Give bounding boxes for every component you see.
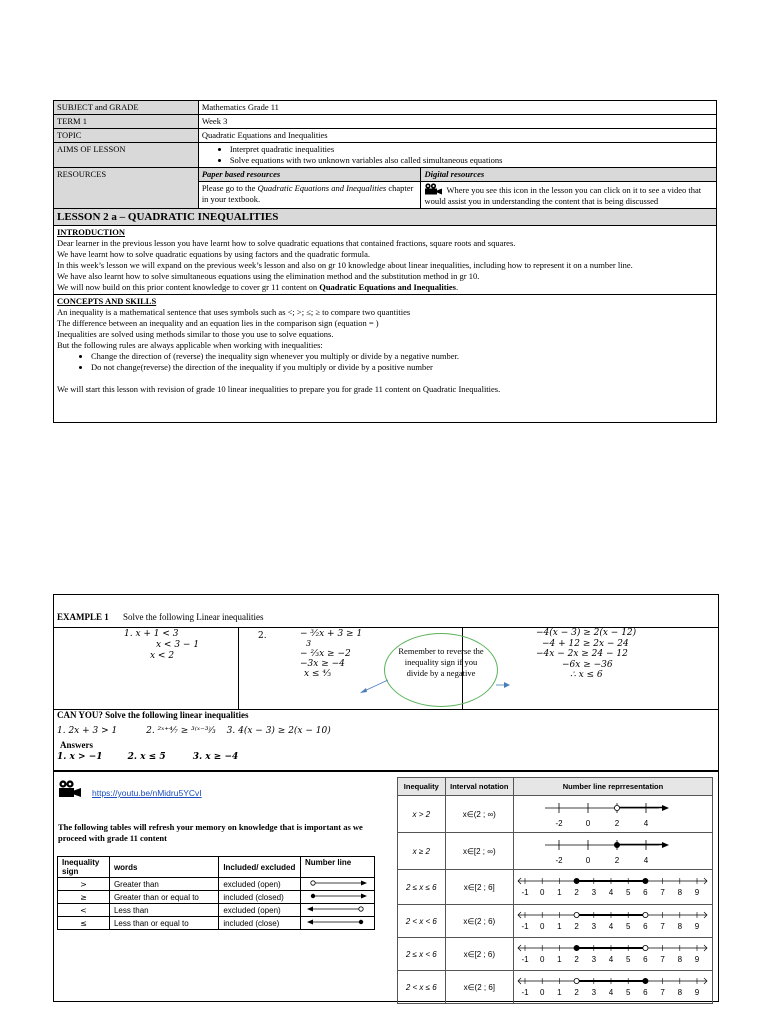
topic-row — [54, 129, 717, 143]
column-header: Inequality — [398, 778, 446, 796]
tick-label: 4 — [608, 988, 614, 997]
lesson-title: LESSON 2 a – QUADRATIC INEQUALITIES — [54, 209, 717, 226]
tick-label: 4 — [608, 888, 614, 897]
math-line: ∴ x ≤ 6 — [570, 670, 603, 680]
math-line: x < 3 − 1 — [156, 640, 200, 650]
tick-label: -1 — [521, 888, 529, 897]
tick-label: 9 — [694, 922, 700, 931]
number-line-cell — [513, 870, 712, 905]
open-endpoint — [643, 945, 648, 950]
interval-cell: x∈(2 ; ∞) — [445, 796, 513, 833]
aims-list — [202, 144, 713, 166]
tick-label: 6 — [643, 988, 648, 997]
tick-label: 2 — [574, 888, 579, 897]
tick-label: 0 — [539, 955, 545, 964]
practice-question: 3. 4(x − 3) ≥ 2(x − 10) — [226, 726, 331, 736]
status-cell: excluded (open) — [219, 878, 301, 891]
words-cell: Greater than or equal to — [109, 891, 218, 904]
tick-label: 9 — [694, 955, 700, 964]
table-row — [58, 917, 375, 930]
column-header: Included/ excluded — [219, 857, 301, 878]
concept-closing: We will start this lesson with revision of grade 10 linear inequalities to prepare you for grade 11 content on Quadratic Inequalities. — [57, 384, 501, 394]
introduction-heading: INTRODUCTION — [57, 227, 126, 237]
math-line: −6x ≥ −36 — [562, 659, 613, 670]
tick-label: 8 — [677, 955, 683, 964]
inequality-sign-table — [57, 856, 375, 930]
interval-cell: x∈[2 ; 6) — [445, 938, 513, 971]
number-line — [515, 872, 711, 900]
resources-heading-row — [54, 168, 717, 182]
table-row — [398, 833, 713, 870]
table-header-row — [58, 857, 375, 878]
paper-resources-heading: Paper based resources — [198, 168, 421, 182]
tick-label: 0 — [539, 888, 545, 897]
table-row — [58, 878, 375, 891]
number-line — [515, 797, 711, 829]
refresh-text: The following tables will refresh your memory on knowledge that is important as we proceed with grade 11 content — [58, 822, 363, 843]
table-row — [398, 938, 713, 971]
concept-line: An inequality is a mathematical sentence that uses symbols such as <; >; ≤; ≥ to compare two quantities — [57, 307, 411, 317]
inequality-cell: 2 < x ≤ 6 — [398, 971, 446, 1004]
topic-label: TOPIC — [54, 129, 199, 143]
tick-label: 6 — [643, 922, 648, 931]
subject-row — [54, 101, 717, 115]
inequality-cell: 2 ≤ x < 6 — [398, 938, 446, 971]
answers-heading: Answers — [60, 740, 93, 750]
arrow-head — [662, 842, 669, 848]
example-1-solution — [124, 629, 199, 662]
sign-cell: ≤ — [58, 917, 110, 930]
tick-label: 2 — [574, 988, 579, 997]
column-header: words — [109, 857, 218, 878]
digital-resources-heading: Digital resources — [421, 168, 717, 182]
closed-endpoint — [574, 945, 579, 950]
closed-endpoint — [643, 978, 648, 983]
interval-cell: x∈(2 ; 6) — [445, 905, 513, 938]
answers-list — [57, 752, 238, 763]
status-cell: included (closed) — [219, 891, 301, 904]
intro-line: In this week’s lesson we will expand on the previous week’s lesson and also on gr 10 knowledge about linear inequalities, including how to represent it on a number line. — [57, 260, 633, 270]
answer-item: 3. x ≥ −4 — [192, 752, 239, 762]
example-label: EXAMPLE 1 — [57, 612, 109, 622]
term-value: Week 3 — [198, 115, 716, 129]
answer-item: 2. x ≤ 5 — [127, 752, 166, 762]
subject-value: Mathematics Grade 11 — [198, 101, 716, 115]
paper-resources-text: Please go to the Quadratic Equations and Inequalities chapter in your textbook. — [198, 182, 421, 209]
tick-label: -1 — [521, 955, 529, 964]
open-left-arrow — [305, 905, 369, 913]
aim-item: • Solve equations with two unknown variables also called simultaneous equations — [230, 155, 713, 166]
tick-label: 9 — [694, 888, 700, 897]
table-row — [58, 891, 375, 904]
number-line — [515, 906, 711, 934]
math-line: 3 — [306, 639, 312, 648]
tick-label: 7 — [660, 888, 665, 897]
tick-label: -1 — [521, 988, 529, 997]
example-instruction: Solve the following Linear inequalities — [123, 612, 264, 622]
tick-label: 5 — [625, 955, 631, 964]
intro-line: We have also learnt how to solve simultaneous equations using the elimination method and the substitution method in gr 10. — [57, 271, 480, 281]
tick-label: 0 — [539, 922, 545, 931]
tick-label: -2 — [555, 819, 563, 828]
tick-label: 9 — [694, 988, 700, 997]
column-header: Interval notation — [445, 778, 513, 796]
rule-item: • Do not change(reverse) the direction of the inequality if you multiply or divide by a positive number — [91, 362, 713, 373]
video-camera-icon — [424, 183, 444, 195]
reminder-arrows — [358, 668, 510, 698]
number-line-cell — [513, 833, 712, 870]
tick-label: 3 — [591, 888, 597, 897]
table-row — [398, 870, 713, 905]
open-endpoint — [574, 912, 579, 917]
rule-item: • Change the direction of (reverse) the inequality sign whenever you multiply or divide by a negative number. — [91, 351, 713, 362]
tick-label: 5 — [625, 888, 631, 897]
status-cell: included (close) — [219, 917, 301, 930]
number-line-cell — [300, 904, 374, 917]
tick-label: 2 — [574, 922, 579, 931]
tick-label: 0 — [585, 819, 591, 828]
tick-label: 4 — [643, 819, 649, 828]
number-line-cell — [300, 917, 374, 930]
tick-label: 3 — [591, 922, 597, 931]
concept-line: But the following rules are always applicable when working with inequalities: — [57, 340, 323, 350]
words-cell: Less than or equal to — [109, 917, 218, 930]
math-line: − ³⁄₂x + 3 ≥ 1 — [300, 629, 363, 639]
column-header: Number line — [300, 857, 374, 878]
open-endpoint — [614, 805, 619, 810]
tick-label: 8 — [677, 988, 683, 997]
intro-line: We have learnt how to solve quadratic equations by using factors and the quadratic formula. — [57, 249, 371, 259]
math-line: −4x − 2x ≥ 24 − 12 — [536, 649, 628, 659]
video-camera-icon[interactable] — [58, 780, 82, 798]
status-cell: excluded (open) — [219, 904, 301, 917]
column-header: Inequality sign — [58, 857, 110, 878]
math-line: − ²⁄₃x ≥ −2 — [300, 649, 351, 659]
divider — [238, 627, 239, 709]
topic-value: Quadratic Equations and Inequalities — [198, 129, 716, 143]
tick-label: 1 — [557, 988, 562, 997]
math-line: −3x ≥ −4 — [300, 659, 345, 669]
math-line: x < 2 — [150, 651, 175, 661]
concepts-heading: CONCEPTS AND SKILLS — [57, 296, 157, 306]
tick-label: 2 — [614, 819, 620, 828]
tick-label: 8 — [677, 888, 683, 897]
can-you-heading: CAN YOU? Solve the following linear inequalities — [57, 710, 249, 720]
example-header — [57, 612, 263, 622]
number-line-cell — [513, 971, 712, 1004]
sign-cell: < — [58, 904, 110, 917]
tick-label: 1 — [557, 955, 562, 964]
tick-label: 6 — [643, 955, 648, 964]
tick-label: 8 — [677, 922, 683, 931]
tick-label: 3 — [591, 955, 597, 964]
number-line-cell — [300, 878, 374, 891]
math-line: 1. x + 1 < 3 — [124, 629, 179, 639]
intro-line: We will now build on this prior content knowledge to cover gr 11 content on Quadratic Equations and Inequalities. — [57, 282, 459, 292]
closed-endpoint — [574, 878, 579, 883]
aims-label: AIMS OF LESSON — [54, 143, 199, 168]
tick-label: 4 — [608, 955, 614, 964]
number-line-cell — [300, 891, 374, 904]
interval-cell: x∈[2 ; 6] — [445, 870, 513, 905]
number-line-cell — [513, 905, 712, 938]
aim-item: • Interpret quadratic inequalities — [230, 144, 713, 155]
arrow-head — [662, 805, 669, 811]
closed-right-arrow — [305, 892, 369, 900]
tick-label: 0 — [585, 856, 591, 865]
closed-endpoint — [643, 878, 648, 883]
table-row — [58, 904, 375, 917]
inequality-cell: x > 2 — [398, 796, 446, 833]
concept-line: Inequalities are solved using methods similar to those you use to solve equations. — [57, 329, 334, 339]
table-header-row — [398, 778, 713, 796]
rules-list — [57, 351, 713, 373]
tick-label: 3 — [591, 988, 597, 997]
tick-label: 7 — [660, 955, 665, 964]
tick-label: 2 — [574, 955, 579, 964]
lesson-table — [53, 100, 717, 423]
open-endpoint — [574, 978, 579, 983]
practice-question: 1. 2x + 3 > 1 — [57, 726, 118, 736]
lesson-title-row — [54, 209, 717, 226]
open-endpoint — [643, 912, 648, 917]
sign-cell: ≥ — [58, 891, 110, 904]
words-cell: Less than — [109, 904, 218, 917]
table-row — [398, 905, 713, 938]
intro-line: Dear learner in the previous lesson you have learnt how to solve quadratic equations that contained fractions, square roots and squares. — [57, 238, 516, 248]
number-line — [515, 972, 711, 1000]
tick-label: -1 — [521, 922, 529, 931]
inequality-cell: 2 < x < 6 — [398, 905, 446, 938]
tick-label: 4 — [643, 856, 649, 865]
practice-question: 2. ²ˣ⁺⁴⁄₇ ≥ ³⁽ˣ⁻³⁾⁄₃ — [146, 726, 216, 736]
words-cell: Greater than — [109, 878, 218, 891]
term-label: TERM 1 — [54, 115, 199, 129]
table-row — [398, 971, 713, 1004]
example-3-solution — [536, 628, 636, 681]
open-right-arrow — [305, 879, 369, 887]
closed-endpoint — [614, 842, 619, 847]
tick-label: 4 — [608, 922, 614, 931]
introduction-row — [54, 226, 717, 295]
digital-resources-text: Where you see this icon in the lesson you can click on it to see a video that would assist you in understanding the content that is being discussed — [421, 182, 717, 209]
aims-row — [54, 143, 717, 168]
tick-label: 5 — [625, 922, 631, 931]
tick-label: -2 — [555, 856, 563, 865]
sign-cell: > — [58, 878, 110, 891]
concept-line: The difference between an inequality and an equation lies in the comparison sign (equation = ) — [57, 318, 379, 328]
tick-label: 5 — [625, 988, 631, 997]
example-2-number: 2. — [258, 631, 267, 641]
closed-left-arrow — [305, 918, 369, 926]
interval-cell: x∈(2 ; 6] — [445, 971, 513, 1004]
tick-label: 2 — [614, 856, 620, 865]
tick-label: 1 — [557, 922, 562, 931]
interval-cell: x∈[2 ; ∞) — [445, 833, 513, 870]
subject-label: SUBJECT and GRADE — [54, 101, 199, 115]
inequality-cell: 2 ≤ x ≤ 6 — [398, 870, 446, 905]
tick-label: 7 — [660, 988, 665, 997]
term-row — [54, 115, 717, 129]
example-2-solution — [300, 629, 362, 679]
math-line: −4 + 12 ≥ 2x − 24 — [542, 638, 629, 649]
number-line-cell — [513, 938, 712, 971]
number-line — [515, 939, 711, 967]
number-line-cell — [513, 796, 712, 833]
inequality-cell: x ≥ 2 — [398, 833, 446, 870]
practice-questions — [57, 726, 477, 737]
video-link[interactable]: https://youtu.be/nMidru5YCvI — [92, 788, 202, 798]
math-line: −4(x − 3) ≥ 2(x − 12) — [536, 628, 637, 638]
tick-label: 0 — [539, 988, 545, 997]
math-line: x ≤ ⁴⁄₃ — [304, 669, 332, 679]
resources-label: RESOURCES — [54, 168, 199, 209]
table-row — [398, 796, 713, 833]
tick-label: 7 — [660, 922, 665, 931]
tick-label: 6 — [643, 888, 648, 897]
reminder-text: Remember to reverse the inequality sign if you divide by a negative — [398, 646, 484, 678]
concepts-row — [54, 295, 717, 423]
tick-label: 1 — [557, 888, 562, 897]
number-line — [515, 834, 711, 866]
answer-item: 1. x > −1 — [57, 752, 103, 762]
column-header: Number line reprresentation — [513, 778, 712, 796]
interval-notation-table — [397, 777, 713, 1004]
